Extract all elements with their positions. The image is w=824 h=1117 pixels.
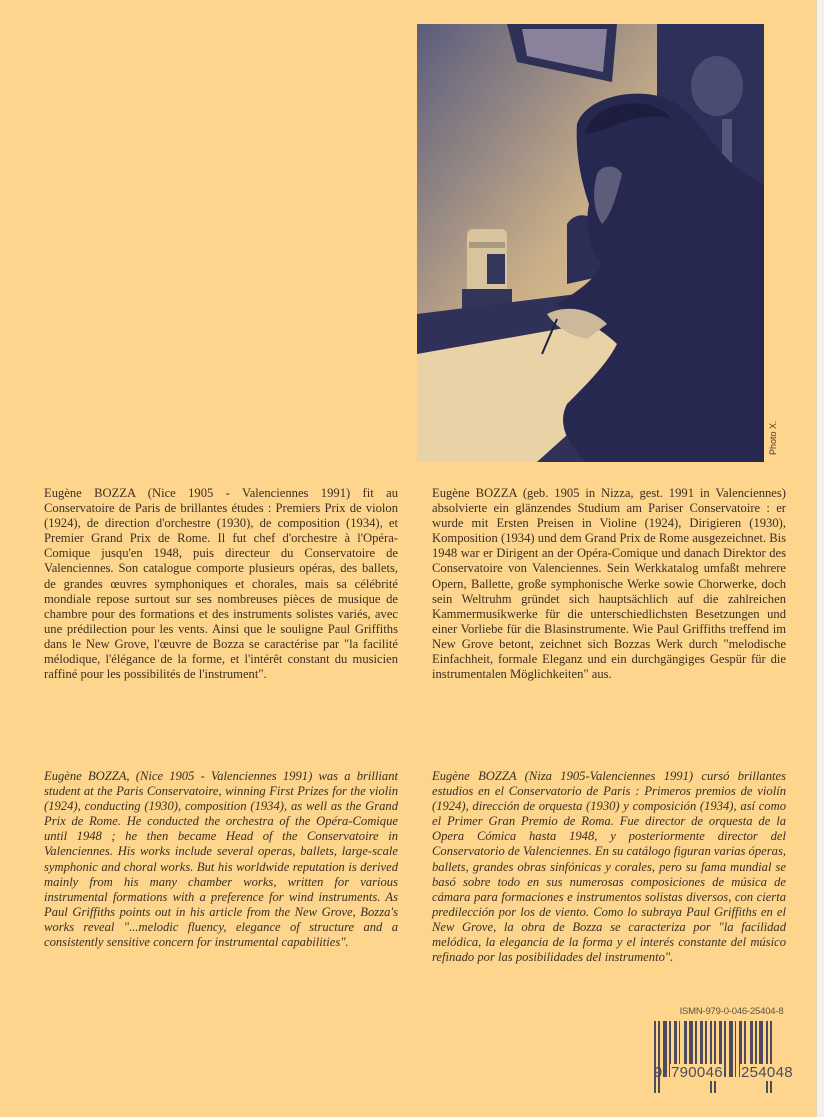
biography-spanish-text: Eugène BOZZA (Niza 1905-Valenciennes 1991) cursó brillantes estudios en el Conservatorio de Paris : Primeros premios de violín (1924), dirección de orquesta (1930) y composición (1934), así como el Primer Gran Premio de Roma. Fue director de orquesta de la Opera Cómica hasta 1948, y posteriormente director del Conservatorio de Valenciennes. En su catálogo figuran varias óperas, ballets, grandes obras sinfónicas y corales, pero su fama mundial se basó sobre todo en sus numerosas composiciones de música de cámara para formaciones e instrumentos solistas diversos, con cierta predilección por los de viento. Como lo subraya Paul Griffiths en el New Grove, la obra de Bozza se caracteriza por "la facilidad melódica, la elegancia de la forma y el interés constante del músico refinado por las posibilidades del instrumento". <box>432 769 786 965</box>
page-edge <box>816 0 824 1117</box>
biography-french-text: Eugène BOZZA (Nice 1905 - Valenciennes 1991) fit au Conservatoire de Paris de brillantes études : Premiers Prix de violon (1924), de direction d'orchestre (1930), de composition (1934), et Premier Grand Prix de Rome. Il fut chef d'orchestre à l'Opéra-Comique jusqu'en 1948, puis directeur du Conservatoire de Valenciennes. Son catalogue comporte plusieurs opéras, des ballets, de grandes œuvres symphoniques et chorales, mais sa célébrité mondiale repose surtout sur ses nombreuses pièces de musique de chambre pour des formations et des instruments solistes variés, avec une prédilection pour les vents. Ainsi que le souligne Paul Griffiths dans le New Grove, l'œuvre de Bozza se caractérise par "la facilité mélodique, l'élégance de la forme, et l'intérêt constant du musicien raffiné pour les possibilités de l'instrument". <box>44 486 398 682</box>
barcode-digit-group-2: 254048 <box>741 1064 793 1081</box>
biography-german <box>432 486 786 682</box>
ismn-barcode <box>654 1006 809 1098</box>
biography-french <box>44 486 398 682</box>
biography-german-text: Eugène BOZZA (geb. 1905 in Nizza, gest. 1991 in Valenciennes) absolvierte ein glänzendes Studium am Pariser Conservatoire : er wurde mit Ersten Preisen in Violine (1924), Dirigieren (1930), Komposition (1934) und dem Grand Prix de Rome ausgezeichnet. Bis 1948 war er Dirigent an der Opéra-Comique und danach Direktor des Conservatoire von Valenciennes. Sein Werkkatalog umfaßt mehrere Opern, Ballette, große symphonische Werke sowie Chorwerke, doch sein Weltruhm gründet sich hauptsächlich auf die zahlreichen Kammermusikwerke für die unterschiedlichsten Besetzungen und einer Vorliebe für die Blasinstrumente. Wie Paul Griffiths treffend im New Grove betont, zeichnet sich Bozzas Werk durch "melodische Einfachheit, formale Eleganz und ein durchgängiges Gespür für die instrumentalen Möglichkeiten" aus. <box>432 486 786 682</box>
photo-credit: Photo X. <box>768 420 778 456</box>
ismn-label: ISMN-979-0-046-25404-8 <box>679 1006 784 1017</box>
photo-illustration <box>417 24 764 462</box>
biography-english <box>44 769 398 950</box>
barcode-digit-group-1: 790046 <box>671 1064 723 1081</box>
composer-photo <box>417 24 764 462</box>
barcode-lead-digit: 9 <box>654 1064 663 1081</box>
biography-english-text: Eugène BOZZA, (Nice 1905 - Valenciennes 1991) was a brilliant student at the Paris Conservatoire, winning First Prizes for the violin (1924), conducting (1930), composition (1934), as well as the Grand Prix de Rome. He conducted the orchestra of the Opéra-Comique until 1948 ; he then became Head of the Conservatoire in Valenciennes. His works include several operas, ballets, large-scale symphonic and choral works. But his worldwide reputation is derived mainly from his many chamber works, written for various instrumental formations with a preference for wind instruments. As Paul Griffiths points out in his article from the New Grove, Bozza's works reveal "...melodic fluency, elegance of structure and a consistently sensitive concern for instrumental capabilities". <box>44 769 398 950</box>
biography-spanish <box>432 769 786 965</box>
